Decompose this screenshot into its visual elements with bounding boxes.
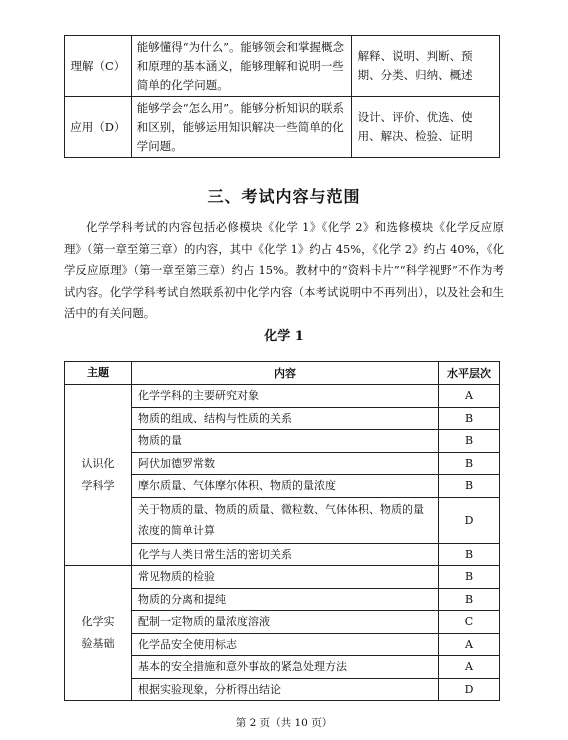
level-verbs: 设计、评价、优选、使用、解决、检验、证明 [351,97,499,158]
topic-cell [65,385,132,566]
level-cell: A [439,633,500,656]
content-cell: 化学品安全使用标志 [132,633,439,656]
level-cell: D [439,497,500,543]
content-cell: 阿伏加德罗常数 [132,452,439,475]
level-name: 应用（D） [65,97,132,158]
level-cell: B [439,566,500,589]
content-cell: 物质的分离和提纯 [132,588,439,611]
section-heading: 三、考试内容与范围 [207,187,361,206]
content-cell: 关于物质的量、物质的质量、微粒数、气体体积、物质的量浓度的简单计算 [132,497,439,543]
level-cell: A [439,656,500,679]
content-cell: 基本的安全措施和意外事故的紧急处理方法 [132,656,439,679]
table-row [65,566,500,589]
chemistry-1-table [64,361,500,701]
cognitive-levels-table [64,35,500,158]
content-cell: 物质的组成、结构与性质的关系 [132,407,439,430]
level-cell: B [439,407,500,430]
content-cell: 化学与人类日常生活的密切关系 [132,543,439,566]
content-cell: 化学学科的主要研究对象 [132,385,439,408]
table-header-row [65,362,500,385]
header-content: 内容 [132,362,439,385]
intro-paragraph: 化学学科考试的内容包括必修模块《化学 1》《化学 2》和选修模块《化学反应原理》（第一章至第三章）的内容，其中《化学 1》约占 45%，《化学 2》约占 40%，《化学反应原理》（第一章至第三章）约占 15%。教材中的“资料卡片”“科学视野”不作为考试内容。化学学科考试自然联系初中化学内容（本考试说明中不再列出），以及社会和生活中的有关问题。 [64,220,504,320]
topic-cell [65,566,132,701]
table-title: 化学 1 [264,329,304,344]
topic-label: 认识化学科学 [81,457,115,492]
level-description: 能够学会“怎么用”。能够分析知识的联系和区别，能够运用知识解决一些简单的化学问题。 [131,97,351,158]
level-row-d [65,97,500,158]
topic-label: 化学实验基础 [81,615,115,650]
page-footer: 第 2 页（共 10 页） [235,717,333,729]
level-cell: B [439,475,500,498]
content-cell: 物质的量 [132,430,439,453]
level-row-c [65,36,500,97]
level-cell: C [439,611,500,634]
level-description: 能够懂得“为什么”。能够领会和掌握概念和原理的基本涵义，能够理解和说明一些简单的化学问题。 [131,36,351,97]
content-cell: 根据实验现象，分析得出结论 [132,678,439,701]
table-row [65,385,500,408]
level-cell: B [439,452,500,475]
header-level: 水平层次 [439,362,500,385]
level-cell: D [439,678,500,701]
level-name: 理解（C） [65,36,132,97]
level-cell: B [439,543,500,566]
header-topic: 主题 [65,362,132,385]
level-cell: A [439,385,500,408]
content-cell: 摩尔质量、气体摩尔体积、物质的量浓度 [132,475,439,498]
level-cell: B [439,430,500,453]
content-cell: 配制一定物质的量浓度溶液 [132,611,439,634]
level-verbs: 解释、说明、判断、预期、分类、归纳、概述 [351,36,499,97]
content-cell: 常见物质的检验 [132,566,439,589]
level-cell: B [439,588,500,611]
